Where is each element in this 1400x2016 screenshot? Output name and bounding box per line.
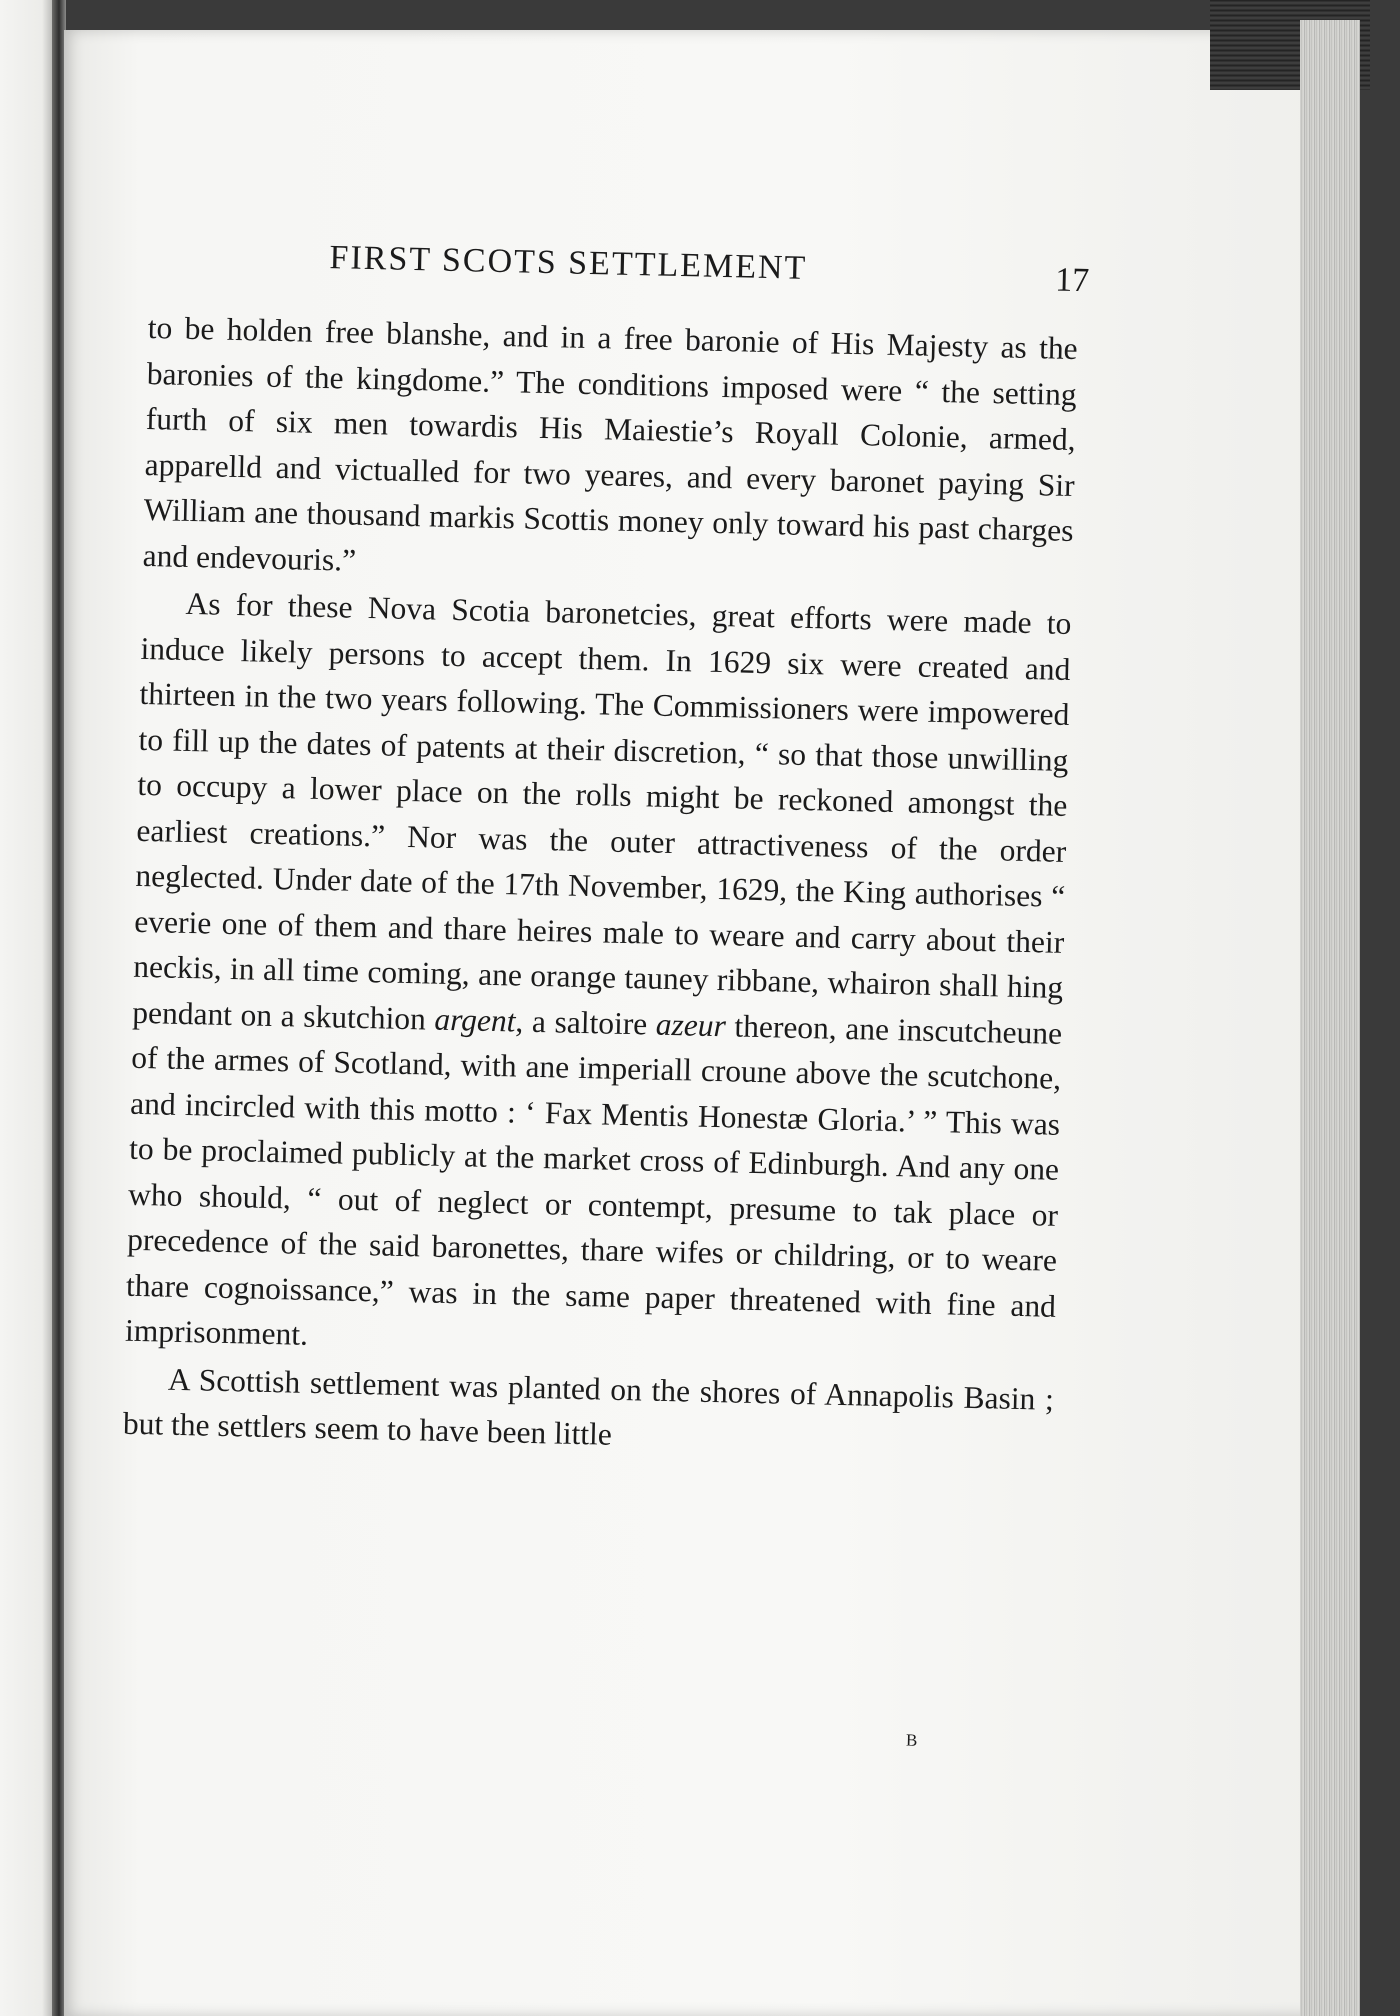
- paragraph-1: to be holden free blanshe, and in a free baronie of His Majesty as the baronies of the kingdome.” The conditions imposed were “ the setting furth of six men towardis His Maiestie’s Royall Colonie, armed, apparelld and victualled for two yeares, and every baronet paying Sir William ane thousand markis Scottis money only toward his past charges and endevouris.”: [142, 309, 1079, 578]
- page-text-block: [122, 235, 1090, 1750]
- paragraph-2-part-2: , a saltoire: [515, 1002, 657, 1042]
- signature-mark: B: [905, 1730, 919, 1750]
- paragraph-2: [125, 580, 1072, 1374]
- running-title: FIRST SCOTS SETTLEMENT: [329, 239, 808, 287]
- italic-azeur: azeur: [655, 1006, 727, 1043]
- paragraph-3: A Scottish settlement was planted on the shores of Annapolis Basin ; but the settlers seem to have been little: [122, 1361, 1055, 1452]
- italic-argent: argent: [434, 1001, 516, 1038]
- page-number: 17: [1054, 261, 1090, 300]
- page-stack-edges: [1300, 20, 1360, 2016]
- facing-page-edge: [0, 0, 60, 2016]
- paragraph-2-part-3: thereon, ane inscutcheune of the armes of Scotland, with ane imperiall croune above the scutchone, and incircled with this motto : ‘ Fax Mentis Honestæ Gloria.’ ” This was to be proclaimed publicly at the market cross of Edinburgh. And any one who should, “ out of neglect or contempt, presume to tak place or precedence of the said baronettes, thare wifes or childring, or to weare thare cognoissance,” was in the same paper threatened with fine and imprisonment.: [124, 1007, 1063, 1352]
- paragraph-2-part-1: As for these Nova Scotia baronetcies, great efforts were made to induce likely persons to accept them. In 1629 six were created and thirteen in the two years following. The Commissioners were impowered to fill up the dates of patents at their discretion, “ so that those unwilling to occupy a lower place on the rolls might be reckoned amongst the earliest creations.” Nor was the outer attractiveness of the order neglected. Under date of the 17th November, 1629, the King authorises “ everie one of them and thare heires male to weare and carry about their neckis, in all time coming, ane orange tauney ribbane, whairon shall hing pendant on a skutchion: [131, 585, 1072, 1037]
